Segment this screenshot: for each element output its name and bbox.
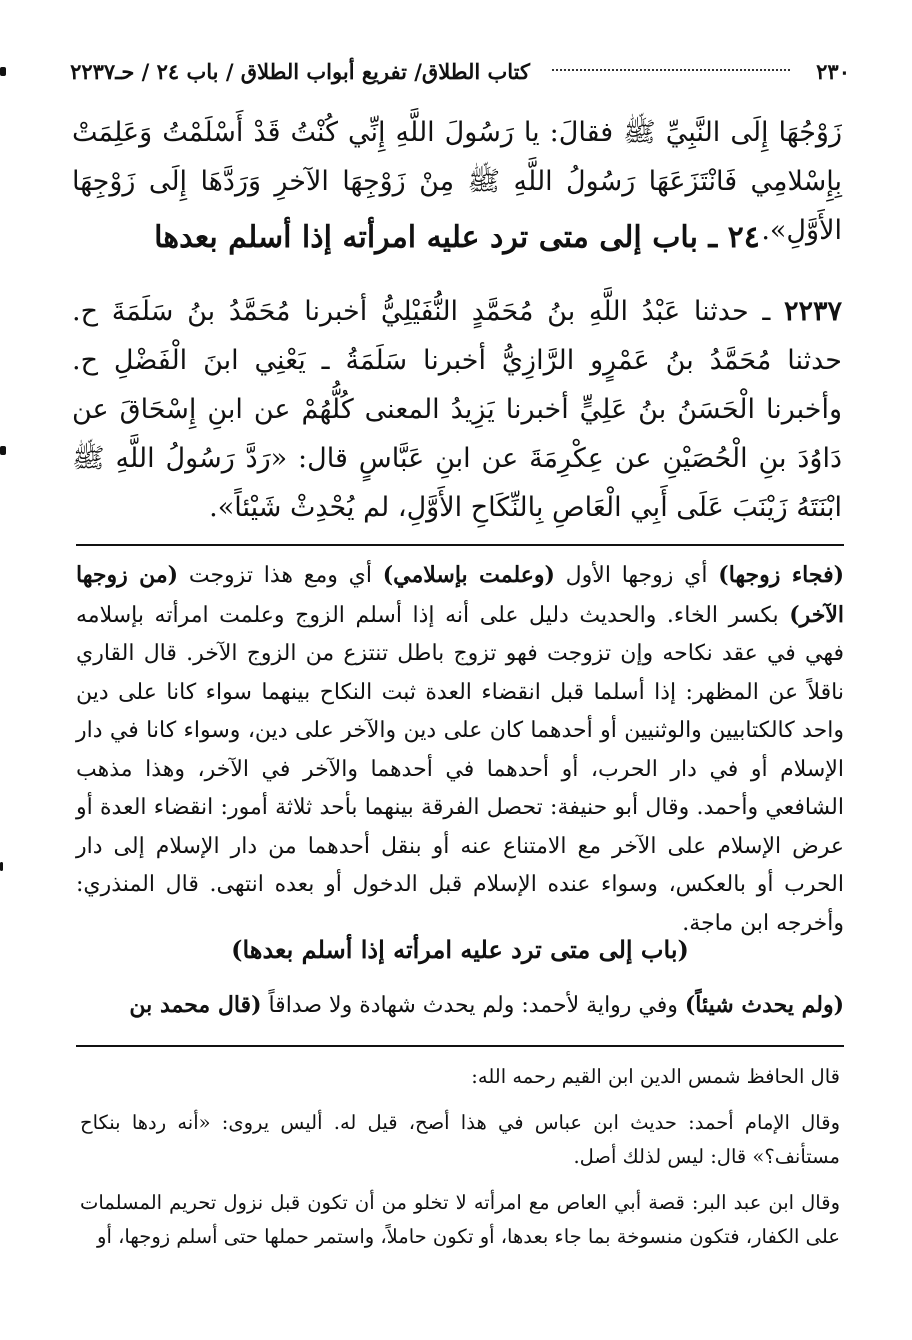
section-divider xyxy=(76,544,844,546)
chapter-heading: ٢٤ ـ باب إلى متى ترد عليه امرأته إذا أسلم بعدها xyxy=(154,220,760,255)
commentary-chapter-heading: (باب إلى متى ترد عليه امرأته إذا أسلم بعدها) xyxy=(231,935,689,964)
commentary-lemma: (من زوجها الآخر) xyxy=(76,562,844,628)
commentary-text: بكسر الخاء. والحديث دليل على أنه إذا أسلم الزوج وعلمت امرأته بإسلامه فهي في عقد نكاحه وإن تزوجت فهو تزوج باطل تنتزع من الزوج الآخر. قال القاري ناقلاً عن المظهر: إذا أسلما قبل انقضاء العدة ثبت النكاح بينهما سواء كانا على دين واحد كالكتابيين والوثنيين أو أحدهما كان على دين والآخر على دين، وسواء كانا في دار الإسلام أو في دار الحرب، أو أحدهما في أحدهما والآخر في الآخر، وهذا مذهب الشافعي وأحمد. وقال أبو حنيفة: تحصل الفرقة بينهما بأحد ثلاثة أمور: انقضاء العدة أو عرض الإسلام على الآخر مع الامتناع عنه أو بنقل أحدهما من دار الإسلام إلى دار الحرب أو بالعكس، وسواء عنده الإسلام قبل الدخول أو بعده انتهى. قال المنذري: وأخرجه ابن ماجة. xyxy=(76,602,844,936)
commentary-lemma: (ولم يحدث شيئاً) xyxy=(684,992,844,1018)
header-dotted-leader xyxy=(552,69,790,71)
commentary-lemma: (وعلمت بإسلامي) xyxy=(382,562,555,588)
hadith-text: ـ حدثنا عَبْدُ اللَّهِ بنُ مُحَمَّدٍ النُّفَيْلِيُّ أخبرنا مُحَمَّدُ بنُ سَلَمَةَ ح. حدثنا مُحَمَّدُ بنُ عَمْرٍو الرَّازِيُّ أخبرنا سَلَمَةُ ـ يَعْنِي ابنَ الْفَضْلِ ح. وأخبرنا الْحَسَنُ بنُ عَلِيٍّ أخبرنا يَزِيدُ المعنى كُلُّهُمْ عن ابنِ إِسْحَاقَ عن دَاوُدَ بنِ الْحُصَيْنِ عن عِكْرِمَةَ عن ابنِ عَبَّاسٍ قال: «رَدَّ رَسُولُ اللَّهِ ﷺ ابْنَتَهُ زَيْنَبَ عَلَى أَبِي الْعَاصِ بِالنِّكَاحِ الأَوَّلِ، لم يُحْدِثْ شَيْئاً». xyxy=(72,296,843,523)
commentary-block xyxy=(76,556,844,943)
page-header xyxy=(70,55,850,89)
margin-mark xyxy=(0,862,3,871)
hadith-continuation: زَوْجُهَا إِلَى النَّبِيِّ ﷺ فقالَ: يا رَسُولَ اللَّهِ إِنِّي كُنْتُ قَدْ أَسْلَمْتُ وَعَلِمَتْ بِإِسْلامِي فَانْتَزَعَهَا رَسُولُ اللَّهِ ﷺ مِنْ زَوْجِهَا الآخرِ وَرَدَّهَا إِلَى زَوْجِهَا الأَوَّلِ». xyxy=(72,117,842,246)
margin-mark xyxy=(0,67,6,76)
commentary-block-2 xyxy=(76,986,844,1025)
ibn-qayyim-intro: قال الحافظ شمس الدين ابن القيم رحمه الله: xyxy=(471,1065,840,1088)
hadith-2237 xyxy=(72,287,842,532)
margin-mark xyxy=(0,446,6,455)
commentary-text: وفي رواية لأحمد: ولم يحدث شهادة ولا صداقاً xyxy=(261,993,685,1018)
ibn-qayyim-paragraph: وقال ابن عبد البر: قصة أبي العاص مع امرأته لا تخلو من أن تكون قبل نزول تحريم المسلمات على الكفار، فتكون منسوخة بما جاء بعدها، أو تكون حاملاً، واستمر حملها حتى أسلم زوجها، أو xyxy=(80,1191,840,1248)
commentary-lemma: (قال محمد بن xyxy=(129,992,262,1018)
running-title: كتاب الطلاق/ تفريع أبواب الطلاق / باب ٢٤ / حـ٢٢٣٧ xyxy=(70,59,530,84)
ibn-qayyim-paragraph: وقال الإمام أحمد: حديث ابن عباس في هذا أصح، قيل له. أليس يروى: «أنه ردها بنكاح مستأنف؟» قال: ليس لذلك أصل. xyxy=(80,1111,840,1168)
section-divider xyxy=(76,1045,844,1047)
page-number: ٢٣٠ xyxy=(816,59,850,84)
ibn-qayyim-notes xyxy=(80,1060,840,1266)
commentary-lemma: (فجاء زوجها) xyxy=(718,562,845,588)
hadith-number: ٢٢٣٧ xyxy=(783,296,842,327)
commentary-text: أي زوجها الأول xyxy=(554,563,719,588)
commentary-text: أي ومع هذا تزوجت xyxy=(178,563,383,588)
